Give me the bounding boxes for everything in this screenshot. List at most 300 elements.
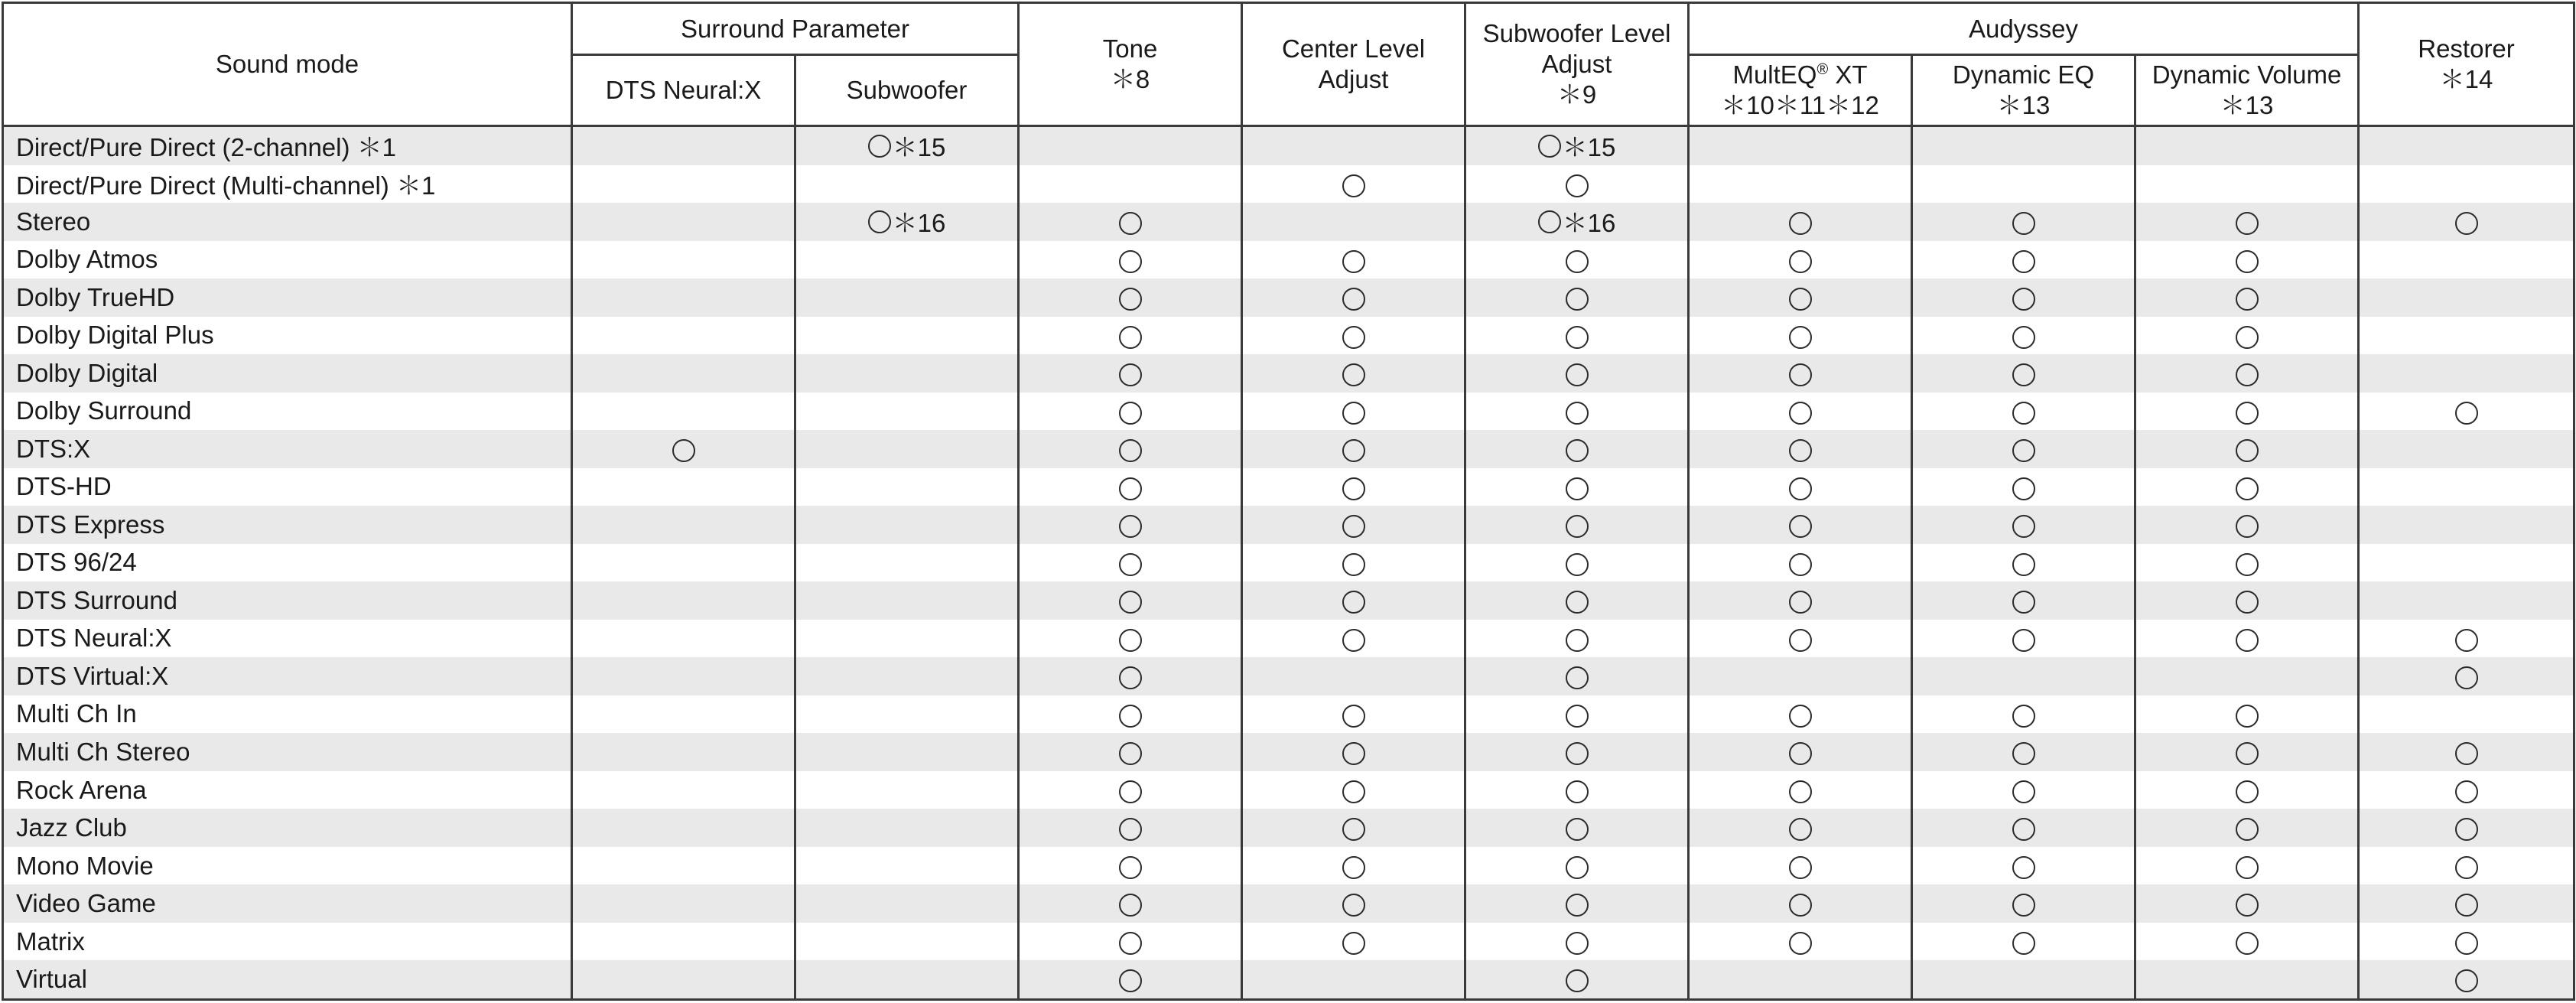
supported-circle-icon	[1342, 742, 1365, 765]
cell-restorer	[2359, 392, 2574, 431]
supported-circle-icon	[1119, 326, 1142, 349]
cell-center-level-adjust	[1242, 809, 1465, 847]
cell-dynamic-eq	[1912, 581, 2135, 620]
supported-circle-icon	[1566, 932, 1589, 955]
table-row	[3, 923, 2574, 961]
supported-circle-icon	[1538, 135, 1561, 158]
supported-circle-icon	[2455, 666, 2478, 689]
supported-circle-icon	[1342, 477, 1365, 500]
supported-circle-icon	[1119, 477, 1142, 500]
cell-center-level-adjust	[1242, 620, 1465, 658]
sound-mode-name: Direct/Pure Direct (2-channel) ＊1	[3, 126, 572, 165]
supported-circle-icon	[1119, 629, 1142, 652]
supported-circle-icon	[2012, 326, 2035, 349]
supported-circle-icon	[1342, 439, 1365, 462]
cell-dynamic-eq	[1912, 468, 2135, 506]
cell-dynamic-eq	[1912, 506, 2135, 544]
header-subwoofer: Subwoofer	[795, 55, 1019, 126]
header-dynamic-volume-note: ＊13	[2220, 91, 2274, 119]
cell-restorer	[2359, 733, 2574, 771]
sound-mode-name: Jazz Club	[3, 809, 572, 847]
cell-dynamic-volume	[2135, 733, 2359, 771]
supported-circle-icon	[2236, 591, 2259, 614]
cell-dts-neural-x	[572, 733, 795, 771]
cell-subwoofer-level-adjust	[1465, 809, 1689, 847]
supported-circle-icon	[2012, 477, 2035, 500]
supported-circle-icon	[1566, 705, 1589, 728]
supported-circle-icon	[2236, 932, 2259, 955]
cell-subwoofer-level-adjust	[1465, 126, 1689, 165]
cell-tone	[1019, 165, 1242, 204]
cell-center-level-adjust	[1242, 430, 1465, 468]
table-row	[3, 544, 2574, 582]
supported-circle-icon	[1789, 326, 1812, 349]
cell-dynamic-eq	[1912, 657, 2135, 695]
header-center-level-adjust: Center Level Adjust	[1242, 3, 1465, 126]
cell-tone	[1019, 695, 1242, 734]
supported-circle-icon	[1566, 553, 1589, 576]
supported-circle-icon	[2012, 212, 2035, 235]
supported-circle-icon	[1119, 969, 1142, 992]
header-surround-parameter: Surround Parameter	[572, 3, 1019, 55]
cell-subwoofer	[795, 657, 1019, 695]
supported-circle-icon	[1789, 250, 1812, 273]
supported-circle-icon	[868, 210, 891, 233]
supported-circle-icon	[2236, 553, 2259, 576]
supported-circle-icon	[1566, 629, 1589, 652]
sound-mode-table	[2, 2, 2575, 1001]
cell-multeq-xt	[1689, 581, 1912, 620]
cell-subwoofer	[795, 771, 1019, 809]
supported-circle-icon	[2236, 742, 2259, 765]
cell-dynamic-volume	[2135, 847, 2359, 885]
supported-circle-icon	[1342, 591, 1365, 614]
sound-mode-name: Rock Arena	[3, 771, 572, 809]
supported-circle-icon	[1566, 326, 1589, 349]
supported-circle-icon	[1119, 894, 1142, 917]
sound-mode-name: Video Game	[3, 884, 572, 923]
table-row	[3, 317, 2574, 355]
cell-dts-neural-x	[572, 278, 795, 317]
cell-subwoofer	[795, 809, 1019, 847]
cell-center-level-adjust	[1242, 203, 1465, 241]
cell-dynamic-eq	[1912, 847, 2135, 885]
supported-circle-icon	[1119, 856, 1142, 879]
supported-circle-icon	[1566, 969, 1589, 992]
cell-subwoofer-level-adjust	[1465, 657, 1689, 695]
sound-mode-name: Dolby Atmos	[3, 241, 572, 279]
cell-tone	[1019, 847, 1242, 885]
cell-subwoofer	[795, 392, 1019, 431]
cell-subwoofer-level-adjust	[1465, 620, 1689, 658]
supported-circle-icon	[2455, 969, 2478, 992]
table-header	[3, 3, 2574, 126]
cell-tone	[1019, 430, 1242, 468]
cell-dynamic-eq	[1912, 923, 2135, 961]
supported-circle-icon	[1342, 250, 1365, 273]
cell-center-level-adjust	[1242, 354, 1465, 392]
header-dts-neural-x: DTS Neural:X	[572, 55, 795, 126]
cell-subwoofer	[795, 506, 1019, 544]
cell-subwoofer-level-adjust	[1465, 771, 1689, 809]
supported-circle-icon	[2455, 818, 2478, 841]
cell-center-level-adjust	[1242, 317, 1465, 355]
cell-dynamic-volume	[2135, 203, 2359, 241]
supported-circle-icon	[2455, 402, 2478, 425]
cell-dts-neural-x	[572, 695, 795, 734]
footnote-mark: ＊15	[1562, 133, 1616, 162]
cell-dts-neural-x	[572, 430, 795, 468]
supported-circle-icon	[1789, 477, 1812, 500]
cell-subwoofer	[795, 430, 1019, 468]
cell-subwoofer	[795, 126, 1019, 165]
cell-dynamic-volume	[2135, 354, 2359, 392]
cell-restorer	[2359, 203, 2574, 241]
cell-multeq-xt	[1689, 544, 1912, 582]
cell-subwoofer-level-adjust	[1465, 960, 1689, 999]
supported-circle-icon	[2455, 856, 2478, 879]
cell-center-level-adjust	[1242, 506, 1465, 544]
cell-dts-neural-x	[572, 203, 795, 241]
cell-dts-neural-x	[572, 506, 795, 544]
header-multeq-label	[1732, 60, 1867, 89]
cell-subwoofer-level-adjust	[1465, 581, 1689, 620]
cell-dynamic-eq	[1912, 354, 2135, 392]
cell-dynamic-volume	[2135, 695, 2359, 734]
cell-restorer	[2359, 884, 2574, 923]
cell-subwoofer-level-adjust	[1465, 317, 1689, 355]
cell-dts-neural-x	[572, 771, 795, 809]
cell-subwoofer-level-adjust	[1465, 506, 1689, 544]
supported-circle-icon	[2236, 894, 2259, 917]
cell-dynamic-volume	[2135, 771, 2359, 809]
cell-subwoofer	[795, 203, 1019, 241]
cell-center-level-adjust	[1242, 695, 1465, 734]
cell-subwoofer	[795, 165, 1019, 204]
cell-multeq-xt	[1689, 771, 1912, 809]
cell-dynamic-volume	[2135, 506, 2359, 544]
supported-circle-icon	[1566, 818, 1589, 841]
cell-restorer	[2359, 278, 2574, 317]
cell-dts-neural-x	[572, 354, 795, 392]
supported-circle-icon	[1566, 174, 1589, 197]
supported-circle-icon	[2012, 515, 2035, 538]
header-multeq-note: ＊10＊11＊12	[1721, 91, 1879, 119]
supported-circle-icon	[2455, 212, 2478, 235]
cell-multeq-xt	[1689, 960, 1912, 999]
table-row	[3, 430, 2574, 468]
cell-multeq-xt	[1689, 847, 1912, 885]
cell-dynamic-eq	[1912, 165, 2135, 204]
cell-center-level-adjust	[1242, 392, 1465, 431]
cell-tone	[1019, 657, 1242, 695]
supported-circle-icon	[1342, 780, 1365, 803]
cell-center-level-adjust	[1242, 733, 1465, 771]
cell-dynamic-eq	[1912, 430, 2135, 468]
sound-mode-name: DTS Neural:X	[3, 620, 572, 658]
cell-dts-neural-x	[572, 809, 795, 847]
registered-mark: ®	[1817, 61, 1829, 78]
cell-center-level-adjust	[1242, 657, 1465, 695]
supported-circle-icon	[1789, 629, 1812, 652]
supported-circle-icon	[1566, 591, 1589, 614]
cell-restorer	[2359, 544, 2574, 582]
cell-dynamic-volume	[2135, 809, 2359, 847]
cell-subwoofer	[795, 733, 1019, 771]
table-row	[3, 203, 2574, 241]
cell-tone	[1019, 354, 1242, 392]
supported-circle-icon	[2012, 439, 2035, 462]
cell-subwoofer-level-adjust	[1465, 544, 1689, 582]
supported-circle-icon	[1342, 363, 1365, 386]
table-row	[3, 506, 2574, 544]
cell-subwoofer	[795, 581, 1019, 620]
supported-circle-icon	[2012, 780, 2035, 803]
table-body	[3, 126, 2574, 1000]
footnote-mark: ＊16	[1562, 209, 1616, 238]
supported-circle-icon	[1342, 174, 1365, 197]
supported-circle-icon	[1566, 402, 1589, 425]
cell-restorer	[2359, 809, 2574, 847]
supported-circle-icon	[1789, 780, 1812, 803]
cell-dynamic-volume	[2135, 657, 2359, 695]
cell-dts-neural-x	[572, 847, 795, 885]
cell-multeq-xt	[1689, 354, 1912, 392]
table-row	[3, 695, 2574, 734]
supported-circle-icon	[1566, 477, 1589, 500]
supported-circle-icon	[1119, 402, 1142, 425]
supported-circle-icon	[1566, 780, 1589, 803]
cell-subwoofer-level-adjust	[1465, 241, 1689, 279]
cell-subwoofer	[795, 278, 1019, 317]
supported-circle-icon	[868, 135, 891, 158]
cell-subwoofer-level-adjust	[1465, 884, 1689, 923]
cell-dynamic-eq	[1912, 620, 2135, 658]
cell-multeq-xt	[1689, 278, 1912, 317]
cell-center-level-adjust	[1242, 468, 1465, 506]
sound-mode-name: Stereo	[3, 203, 572, 241]
cell-dynamic-volume	[2135, 581, 2359, 620]
cell-dts-neural-x	[572, 581, 795, 620]
cell-multeq-xt	[1689, 884, 1912, 923]
cell-center-level-adjust	[1242, 126, 1465, 165]
supported-circle-icon	[1789, 591, 1812, 614]
supported-circle-icon	[1566, 515, 1589, 538]
supported-circle-icon	[2012, 629, 2035, 652]
supported-circle-icon	[1342, 932, 1365, 955]
cell-subwoofer	[795, 317, 1019, 355]
cell-center-level-adjust	[1242, 278, 1465, 317]
sound-mode-name: DTS Surround	[3, 581, 572, 620]
header-multeq-a: MultEQ	[1732, 60, 1817, 89]
supported-circle-icon	[1789, 894, 1812, 917]
cell-subwoofer-level-adjust	[1465, 165, 1689, 204]
supported-circle-icon	[2455, 629, 2478, 652]
cell-dynamic-eq	[1912, 771, 2135, 809]
cell-dts-neural-x	[572, 241, 795, 279]
cell-dynamic-eq	[1912, 884, 2135, 923]
cell-dynamic-volume	[2135, 430, 2359, 468]
cell-multeq-xt	[1689, 165, 1912, 204]
supported-circle-icon	[2236, 477, 2259, 500]
cell-tone	[1019, 923, 1242, 961]
table-row	[3, 847, 2574, 885]
cell-dynamic-volume	[2135, 468, 2359, 506]
table-row	[3, 126, 2574, 165]
supported-circle-icon	[1566, 666, 1589, 689]
cell-dynamic-eq	[1912, 126, 2135, 165]
cell-multeq-xt	[1689, 733, 1912, 771]
cell-dts-neural-x	[572, 923, 795, 961]
header-sound-mode: Sound mode	[3, 3, 572, 126]
supported-circle-icon	[1119, 705, 1142, 728]
cell-tone	[1019, 392, 1242, 431]
cell-dynamic-eq	[1912, 241, 2135, 279]
supported-circle-icon	[1119, 780, 1142, 803]
cell-multeq-xt	[1689, 203, 1912, 241]
cell-subwoofer-level-adjust	[1465, 733, 1689, 771]
cell-dynamic-volume	[2135, 960, 2359, 999]
cell-dynamic-eq	[1912, 278, 2135, 317]
header-tone	[1019, 3, 1242, 126]
cell-restorer	[2359, 430, 2574, 468]
cell-subwoofer	[795, 354, 1019, 392]
supported-circle-icon	[2236, 326, 2259, 349]
cell-subwoofer-level-adjust	[1465, 847, 1689, 885]
cell-restorer	[2359, 771, 2574, 809]
sound-mode-name: Multi Ch In	[3, 695, 572, 734]
cell-multeq-xt	[1689, 126, 1912, 165]
cell-center-level-adjust	[1242, 165, 1465, 204]
supported-circle-icon	[1789, 705, 1812, 728]
cell-tone	[1019, 278, 1242, 317]
supported-circle-icon	[1789, 856, 1812, 879]
cell-center-level-adjust	[1242, 847, 1465, 885]
cell-dynamic-volume	[2135, 278, 2359, 317]
cell-restorer	[2359, 354, 2574, 392]
header-dynamic-volume	[2135, 55, 2359, 126]
supported-circle-icon	[1119, 439, 1142, 462]
cell-tone	[1019, 317, 1242, 355]
supported-circle-icon	[1342, 288, 1365, 311]
supported-circle-icon	[2236, 288, 2259, 311]
table-row	[3, 468, 2574, 506]
cell-multeq-xt	[1689, 468, 1912, 506]
cell-restorer	[2359, 657, 2574, 695]
header-subwoofer-level-adjust-label: Subwoofer Level Adjust	[1482, 19, 1671, 78]
supported-circle-icon	[2236, 439, 2259, 462]
supported-circle-icon	[2012, 402, 2035, 425]
cell-dts-neural-x	[572, 544, 795, 582]
supported-circle-icon	[2236, 250, 2259, 273]
cell-restorer	[2359, 923, 2574, 961]
supported-circle-icon	[2012, 894, 2035, 917]
cell-center-level-adjust	[1242, 960, 1465, 999]
supported-circle-icon	[2012, 591, 2035, 614]
cell-dynamic-eq	[1912, 960, 2135, 999]
table-row	[3, 657, 2574, 695]
sound-mode-name: Dolby Digital	[3, 354, 572, 392]
header-multeq-b: XT	[1828, 60, 1868, 89]
cell-tone	[1019, 203, 1242, 241]
cell-dts-neural-x	[572, 126, 795, 165]
cell-dts-neural-x	[572, 165, 795, 204]
sound-mode-name: Dolby Digital Plus	[3, 317, 572, 355]
supported-circle-icon	[2012, 363, 2035, 386]
cell-restorer	[2359, 241, 2574, 279]
cell-subwoofer	[795, 620, 1019, 658]
supported-circle-icon	[1342, 818, 1365, 841]
supported-circle-icon	[2455, 742, 2478, 765]
cell-dynamic-volume	[2135, 126, 2359, 165]
header-dynamic-eq-note: ＊13	[1996, 91, 2051, 119]
supported-circle-icon	[1566, 439, 1589, 462]
cell-tone	[1019, 620, 1242, 658]
cell-multeq-xt	[1689, 809, 1912, 847]
supported-circle-icon	[2012, 818, 2035, 841]
cell-tone	[1019, 884, 1242, 923]
sound-mode-name: DTS 96/24	[3, 544, 572, 582]
supported-circle-icon	[2012, 553, 2035, 576]
supported-circle-icon	[1119, 666, 1142, 689]
supported-circle-icon	[2455, 780, 2478, 803]
header-tone-note: ＊8	[1110, 65, 1150, 93]
table-row	[3, 241, 2574, 279]
table-row	[3, 581, 2574, 620]
cell-subwoofer	[795, 923, 1019, 961]
cell-tone	[1019, 733, 1242, 771]
supported-circle-icon	[1119, 363, 1142, 386]
supported-circle-icon	[2455, 894, 2478, 917]
supported-circle-icon	[2012, 250, 2035, 273]
cell-multeq-xt	[1689, 241, 1912, 279]
cell-restorer	[2359, 695, 2574, 734]
table-row	[3, 960, 2574, 999]
supported-circle-icon	[2455, 932, 2478, 955]
header-restorer-note: ＊14	[2439, 65, 2493, 93]
cell-dts-neural-x	[572, 620, 795, 658]
supported-circle-icon	[1342, 629, 1365, 652]
cell-dynamic-eq	[1912, 203, 2135, 241]
supported-circle-icon	[2236, 363, 2259, 386]
cell-subwoofer-level-adjust	[1465, 468, 1689, 506]
header-dynamic-volume-label: Dynamic Volume	[2152, 60, 2342, 89]
cell-tone	[1019, 809, 1242, 847]
supported-circle-icon	[2236, 856, 2259, 879]
cell-multeq-xt	[1689, 657, 1912, 695]
sound-mode-name: DTS Virtual:X	[3, 657, 572, 695]
sound-mode-name: Matrix	[3, 923, 572, 961]
supported-circle-icon	[2012, 742, 2035, 765]
table-row	[3, 392, 2574, 431]
sound-mode-name: Direct/Pure Direct (Multi-channel) ＊1	[3, 165, 572, 204]
cell-dts-neural-x	[572, 317, 795, 355]
table-row	[3, 884, 2574, 923]
supported-circle-icon	[1789, 363, 1812, 386]
supported-circle-icon	[2012, 705, 2035, 728]
supported-circle-icon	[2236, 780, 2259, 803]
header-multeq-xt	[1689, 55, 1912, 126]
header-dynamic-eq-label: Dynamic EQ	[1952, 60, 2095, 89]
cell-tone	[1019, 126, 1242, 165]
sound-mode-name: DTS:X	[3, 430, 572, 468]
header-restorer-label: Restorer	[2418, 34, 2515, 63]
cell-multeq-xt	[1689, 923, 1912, 961]
cell-dynamic-volume	[2135, 392, 2359, 431]
supported-circle-icon	[2236, 212, 2259, 235]
supported-circle-icon	[1789, 932, 1812, 955]
sound-mode-name: Dolby Surround	[3, 392, 572, 431]
